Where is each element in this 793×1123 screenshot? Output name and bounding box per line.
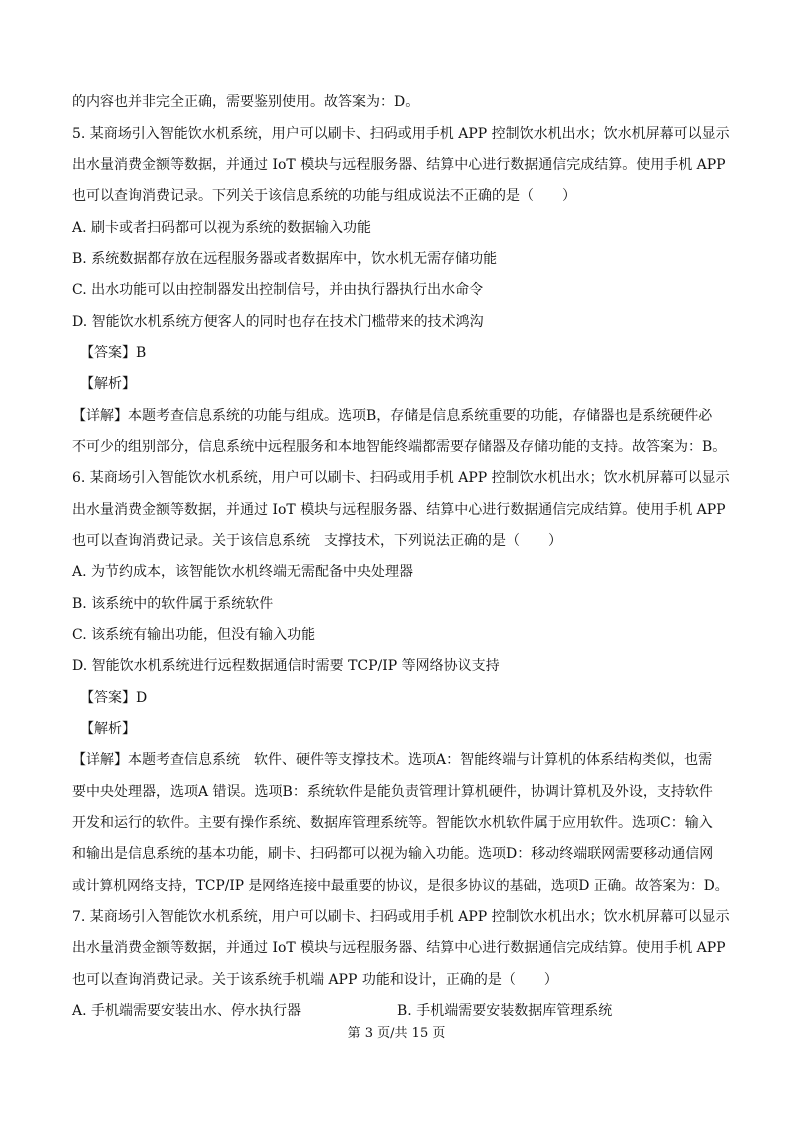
question-7-option-a: A. 手机端需要安装出水、停水执行器: [72, 1003, 302, 1019]
explanation-line: 或计算机网络支持，TCP/IP 是网络连接中最重要的协议，是很多协议的基础，选项D 正确。故答案为：D。: [72, 878, 729, 894]
analysis-label: 【解析】: [80, 721, 136, 737]
question-6-option-a: A. 为节约成本，该智能饮水机终端无需配备中央处理器: [72, 564, 414, 580]
question-5-stem: 出水量消费金额等数据，并通过 IoT 模块与远程服务器、结算中心进行数据通信完成结算。使用手机 APP: [72, 157, 726, 173]
question-6-option-c: C. 该系统有输出功能，但没有输入功能: [72, 627, 316, 643]
page-number-footer: 第 3 页/共 15 页: [347, 1026, 446, 1041]
question-5-stem: 也可以查询消费记录。下列关于该信息系统的功能与组成说法不正确的是（ ）: [72, 188, 576, 204]
question-6-stem: 出水量消费金额等数据，并通过 IoT 模块与远程服务器、结算中心进行数据通信完成结算。使用手机 APP: [72, 502, 726, 518]
question-7-option-b: B. 手机端需要安装数据库管理系统: [397, 1003, 613, 1019]
question-5-stem: 5. 某商场引入智能饮水机系统，用户可以刷卡、扫码或用手机 APP 控制饮水机出水；饮水机屏幕可以显示: [72, 126, 730, 142]
question-6-stem: 也可以查询消费记录。关于该信息系统 支撑技术，下列说法正确的是（ ）: [72, 533, 562, 549]
question-5-option-a: A. 刷卡或者扫码都可以视为系统的数据输入功能: [72, 220, 372, 236]
explanation-line: 开发和运行的软件。主要有操作系统、数据库管理系统等。智能饮水机软件属于应用软件。选项C：输入: [72, 815, 713, 831]
question-7-stem: 出水量消费金额等数据，并通过 IoT 模块与远程服务器、结算中心进行数据通信完成结算。使用手机 APP: [72, 940, 726, 956]
question-5-option-b: B. 系统数据都存放在远程服务器或者数据库中，饮水机无需存储功能: [72, 251, 498, 267]
analysis-label: 【解析】: [80, 376, 136, 392]
answer-label: 【答案】B: [80, 345, 147, 361]
question-6-stem: 6. 某商场引入智能饮水机系统，用户可以刷卡、扫码或用手机 APP 控制饮水机出水；饮水机屏幕可以显示: [72, 470, 730, 486]
explanation-line: 不可少的组别部分，信息系统中远程服务和本地智能终端都需要存储器及存储功能的支持。故答案为：B。: [72, 439, 727, 455]
explanation-line: 要中央处理器，选项A 错误。选项B：系统软件是能负责管理计算机硬件，协调计算机及外设，支持软件: [72, 784, 713, 800]
explanation-line: 【详解】本题考查信息系统 软件、硬件等支撑技术。选项A：智能终端与计算机的体系结构类似，也需: [72, 752, 713, 768]
question-5-option-d: D. 智能饮水机系统方便客人的同时也存在技术门槛带来的技术鸿沟: [72, 314, 484, 330]
question-5-option-c: C. 出水功能可以由控制器发出控制信号，并由执行器执行出水命令: [72, 282, 484, 298]
explanation-line: 【详解】本题考查信息系统的功能与组成。选项B，存储是信息系统重要的功能，存储器也是系统硬件必: [72, 408, 713, 424]
explanation-line: 和输出是信息系统的基本功能，刷卡、扫码都可以视为输入功能。选项D：移动终端联网需要移动通信网: [72, 846, 714, 862]
answer-label: 【答案】D: [80, 690, 148, 706]
question-6-option-b: B. 该系统中的软件属于系统软件: [72, 596, 274, 612]
question-7-stem: 7. 某商场引入智能饮水机系统，用户可以刷卡、扫码或用手机 APP 控制饮水机出水；饮水机屏幕可以显示: [72, 909, 730, 925]
text-line: 的内容也并非完全正确，需要鉴别使用。故答案为：D。: [72, 94, 420, 110]
question-7-stem: 也可以查询消费记录。关于该系统手机端 APP 功能和设计，正确的是（ ）: [72, 972, 558, 988]
question-6-option-d: D. 智能饮水机系统进行远程数据通信时需要 TCP/IP 等网络协议支持: [72, 658, 500, 674]
